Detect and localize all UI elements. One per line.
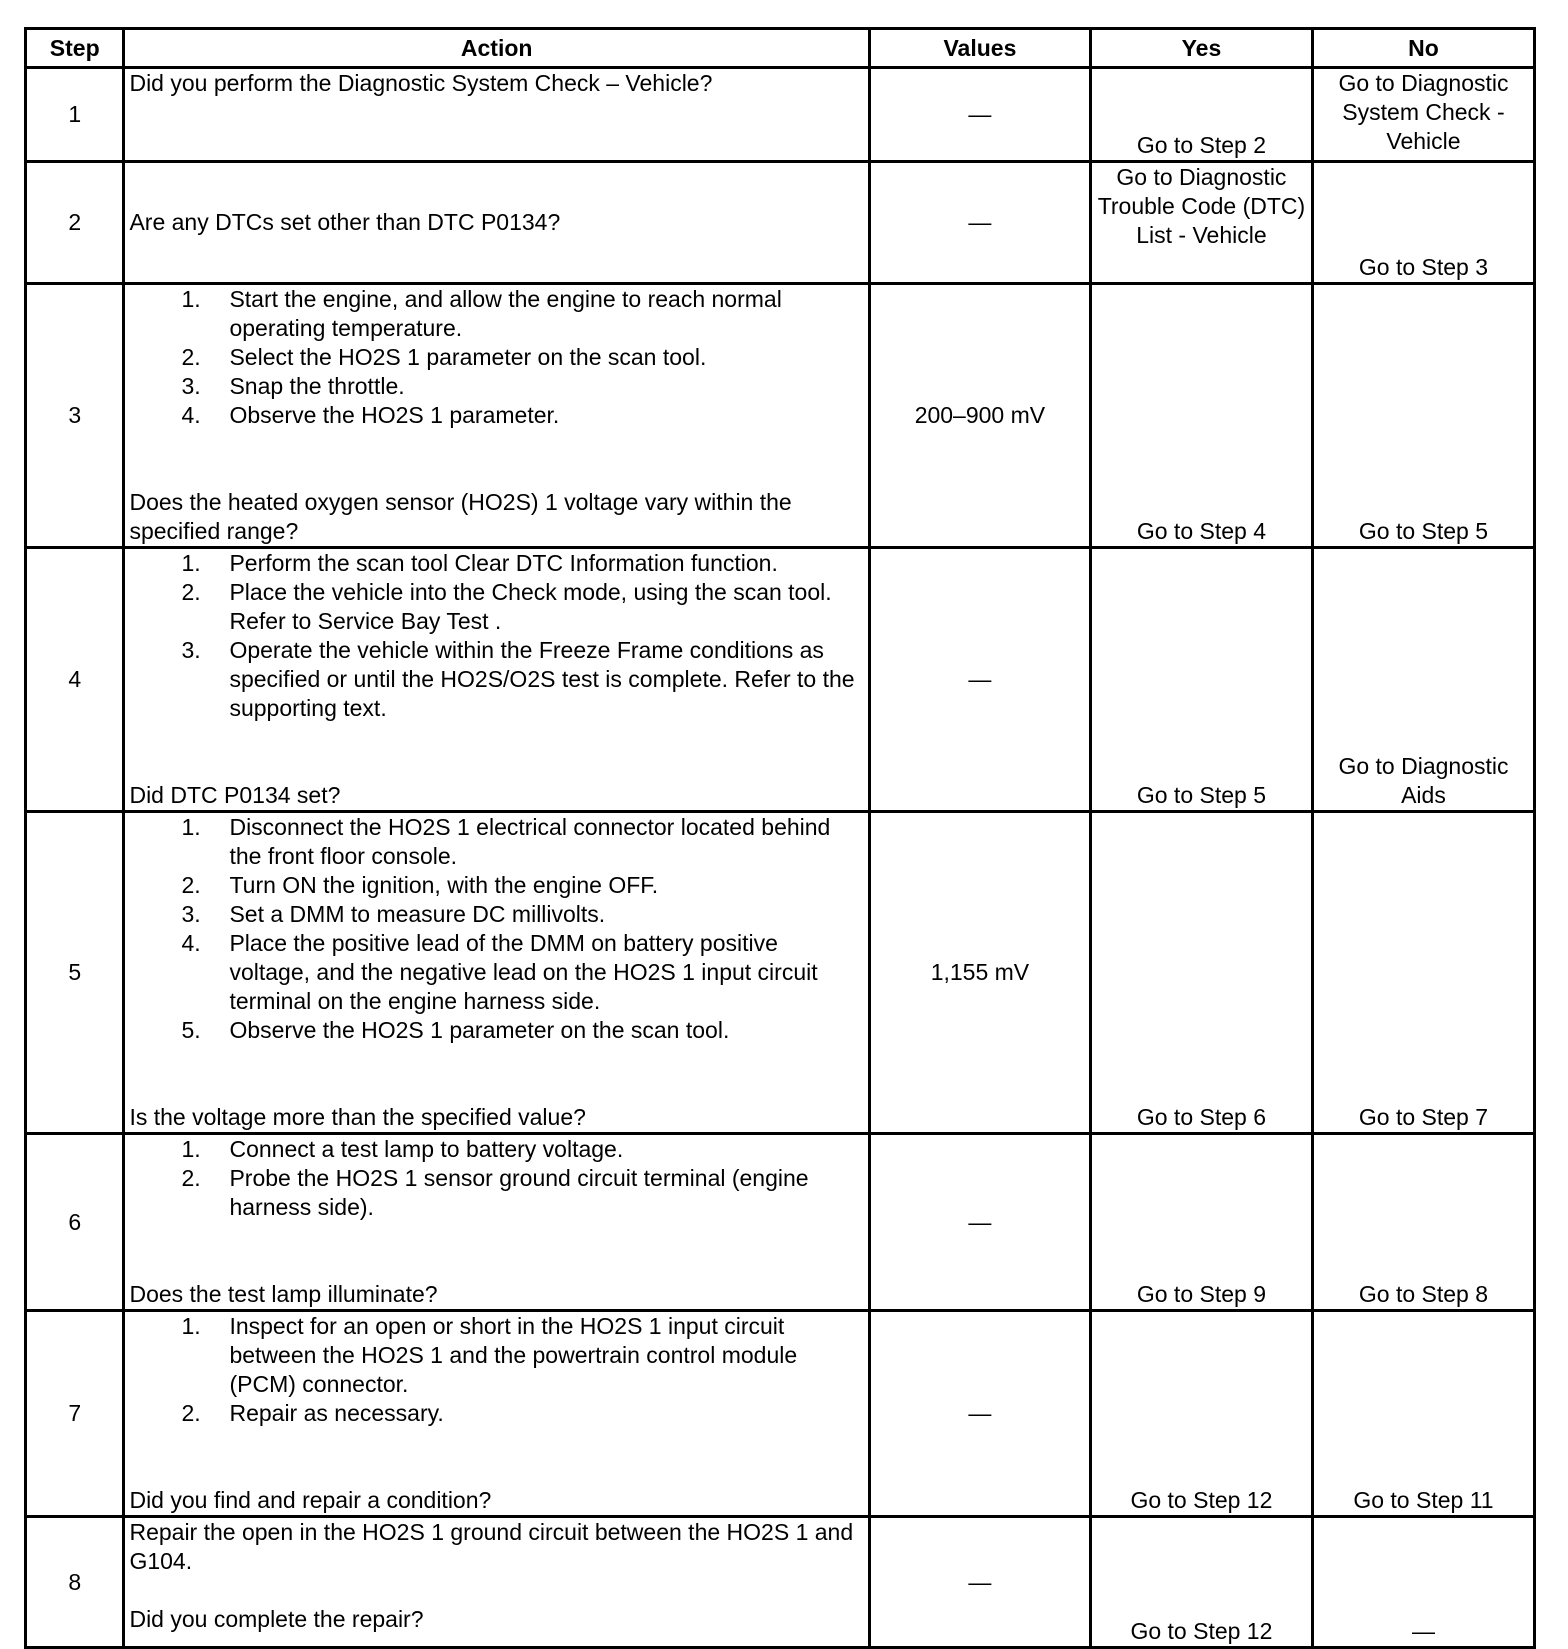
- action-steps: [129, 285, 863, 430]
- header-yes: Yes: [1090, 29, 1312, 68]
- table-row: [26, 1311, 1535, 1517]
- list-item: 2. Select the HO2S 1 parameter on the scan tool.: [181, 344, 707, 370]
- list-item: 1. Connect a test lamp to battery voltage.: [181, 1136, 624, 1162]
- action-cell: [124, 162, 869, 284]
- action-cell: [124, 1311, 869, 1517]
- action-question: Did you find and repair a condition?: [129, 1487, 492, 1513]
- step-number: 8: [26, 1517, 124, 1648]
- list-item: 5. Observe the HO2S 1 parameter on the scan tool.: [181, 1017, 730, 1043]
- value-cell: —: [869, 1311, 1090, 1517]
- table-row: [26, 68, 1535, 162]
- action-instruction: Repair the open in the HO2S 1 ground circuit between the HO2S 1 and G104.: [129, 1519, 854, 1574]
- action-cell: [124, 548, 869, 812]
- action-steps: [129, 813, 863, 1045]
- list-item: 3. Snap the throttle.: [181, 373, 405, 399]
- step-number: 5: [26, 812, 124, 1134]
- step-number: 1: [26, 68, 124, 162]
- value-cell: —: [869, 548, 1090, 812]
- list-item: 3. Operate the vehicle within the Freeze Frame conditions as specified or until the HO2S/O2S test is complete. Refer to the supporting text.: [181, 637, 855, 721]
- action-question: Are any DTCs set other than DTC P0134?: [129, 209, 561, 235]
- no-cell: Go to Diagnostic System Check - Vehicle: [1312, 68, 1534, 162]
- action-steps: [129, 1135, 863, 1222]
- step-number: 4: [26, 548, 124, 812]
- value-cell: —: [869, 1134, 1090, 1311]
- list-item: 2. Turn ON the ignition, with the engine OFF.: [181, 872, 659, 898]
- action-cell: [124, 1134, 869, 1311]
- action-cell: [124, 284, 869, 548]
- no-cell: Go to Step 8: [1312, 1134, 1534, 1311]
- step-number: 7: [26, 1311, 124, 1517]
- value-cell: 200–900 mV: [869, 284, 1090, 548]
- header-no: No: [1312, 29, 1534, 68]
- yes-cell: Go to Step 2: [1090, 68, 1312, 162]
- action-question: Is the voltage more than the specified value?: [129, 1104, 586, 1130]
- no-cell: —: [1312, 1517, 1534, 1648]
- list-item: 4. Place the positive lead of the DMM on battery positive voltage, and the negative lead on the HO2S 1 input circuit terminal on the engine harness side.: [181, 930, 818, 1014]
- list-item: 2. Repair as necessary.: [181, 1400, 444, 1426]
- value-cell: —: [869, 68, 1090, 162]
- no-cell: Go to Diagnostic Aids: [1312, 548, 1534, 812]
- yes-cell: Go to Step 4: [1090, 284, 1312, 548]
- yes-cell: Go to Diagnostic Trouble Code (DTC) List - Vehicle: [1090, 162, 1312, 284]
- action-cell: [124, 1517, 869, 1648]
- list-item: 1. Inspect for an open or short in the HO2S 1 input circuit between the HO2S 1 and the powertrain control module (PCM) connector.: [181, 1313, 798, 1397]
- action-cell: [124, 68, 869, 162]
- no-cell: Go to Step 5: [1312, 284, 1534, 548]
- action-question: Did you perform the Diagnostic System Check – Vehicle?: [129, 70, 713, 96]
- header-values: Values: [869, 29, 1090, 68]
- list-item: 2. Probe the HO2S 1 sensor ground circuit terminal (engine harness side).: [181, 1165, 809, 1220]
- list-item: 2. Place the vehicle into the Check mode, using the scan tool. Refer to Service Bay Test .: [181, 579, 832, 634]
- table-row: [26, 812, 1535, 1134]
- no-cell: Go to Step 7: [1312, 812, 1534, 1134]
- step-number: 2: [26, 162, 124, 284]
- table-row: [26, 548, 1535, 812]
- list-item: 4. Observe the HO2S 1 parameter.: [181, 402, 560, 428]
- action-cell: [124, 812, 869, 1134]
- list-item: 1. Disconnect the HO2S 1 electrical connector located behind the front floor console.: [181, 814, 831, 869]
- action-steps: [129, 549, 863, 723]
- step-number: 6: [26, 1134, 124, 1311]
- header-action: Action: [124, 29, 869, 68]
- no-cell: Go to Step 11: [1312, 1311, 1534, 1517]
- no-cell: Go to Step 3: [1312, 162, 1534, 284]
- value-cell: —: [869, 1517, 1090, 1648]
- yes-cell: Go to Step 9: [1090, 1134, 1312, 1311]
- header-row: [26, 29, 1535, 68]
- table-row: [26, 1134, 1535, 1311]
- action-question: Did you complete the repair?: [129, 1606, 424, 1632]
- step-number: 3: [26, 284, 124, 548]
- header-step: Step: [26, 29, 124, 68]
- yes-cell: Go to Step 5: [1090, 548, 1312, 812]
- action-steps: [129, 1312, 863, 1428]
- yes-cell: Go to Step 12: [1090, 1517, 1312, 1648]
- action-question: Did DTC P0134 set?: [129, 782, 341, 808]
- diagnostic-table: [24, 27, 1536, 1649]
- list-item: 1. Perform the scan tool Clear DTC Information function.: [181, 550, 778, 576]
- table-row: [26, 1517, 1535, 1648]
- value-cell: —: [869, 162, 1090, 284]
- list-item: 1. Start the engine, and allow the engine to reach normal operating temperature.: [181, 286, 782, 341]
- table-row: [26, 162, 1535, 284]
- value-cell: 1,155 mV: [869, 812, 1090, 1134]
- yes-cell: Go to Step 12: [1090, 1311, 1312, 1517]
- yes-cell: Go to Step 6: [1090, 812, 1312, 1134]
- table-row: [26, 284, 1535, 548]
- list-item: 3. Set a DMM to measure DC millivolts.: [181, 901, 606, 927]
- action-question: Does the test lamp illuminate?: [129, 1281, 438, 1307]
- action-question: Does the heated oxygen sensor (HO2S) 1 voltage vary within the specified range?: [129, 489, 792, 544]
